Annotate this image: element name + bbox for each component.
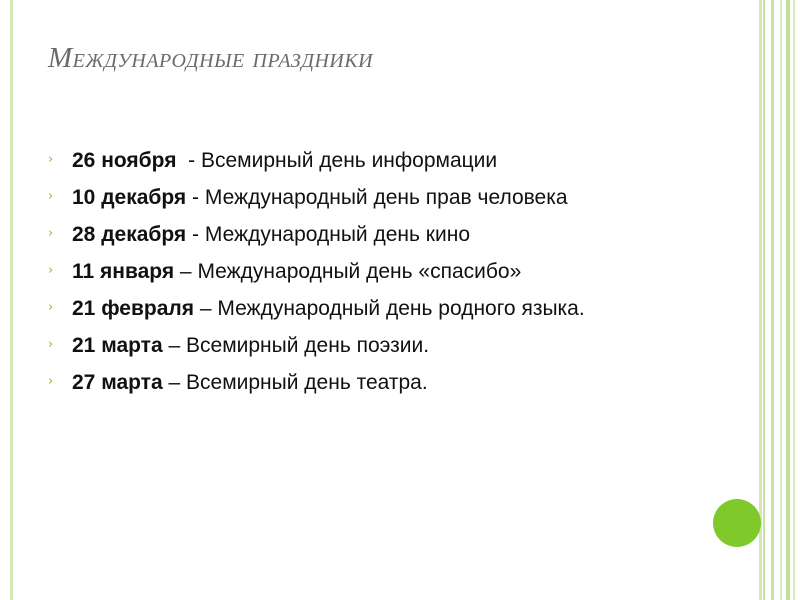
- slide-title: Международные праздники: [48, 42, 374, 74]
- separator: -: [186, 222, 205, 246]
- separator: -: [176, 148, 201, 172]
- list-item: [48, 142, 585, 179]
- separator: -: [186, 185, 205, 209]
- list-item: [48, 216, 585, 253]
- list-item: [48, 327, 585, 364]
- holiday-date: 26 ноября: [72, 148, 177, 172]
- holiday-description: Международный день родного языка.: [217, 296, 585, 320]
- list-item: [48, 290, 585, 327]
- holiday-date: 11 января: [72, 259, 175, 283]
- holiday-date: 21 марта: [72, 333, 163, 357]
- decorative-rule: [771, 0, 774, 600]
- holiday-description: Всемирный день поэзии.: [186, 333, 430, 357]
- decorative-rule: [763, 0, 765, 600]
- holiday-date: 10 декабря: [72, 185, 187, 209]
- chevron-bullet-icon: ›: [48, 152, 54, 167]
- chevron-bullet-icon: ›: [48, 337, 54, 352]
- holiday-date: 28 декабря: [72, 222, 187, 246]
- chevron-bullet-icon: ›: [48, 300, 54, 315]
- holiday-date: 21 февраля: [72, 296, 194, 320]
- list-item: [48, 179, 585, 216]
- holiday-description: Всемирный день информации: [200, 148, 498, 172]
- holiday-description: Международный день «спасибо»: [197, 259, 522, 283]
- separator: –: [174, 259, 198, 283]
- holiday-date: 27 марта: [72, 370, 163, 394]
- list-item: [48, 253, 585, 290]
- separator: –: [193, 296, 218, 320]
- chevron-bullet-icon: ›: [48, 263, 54, 278]
- chevron-bullet-icon: ›: [48, 374, 54, 389]
- chevron-bullet-icon: ›: [48, 226, 54, 241]
- chevron-bullet-icon: ›: [48, 189, 54, 204]
- list-item: [48, 364, 585, 401]
- separator: –: [162, 370, 187, 394]
- holiday-description: Международный день кино: [204, 222, 470, 246]
- holiday-description: Всемирный день театра.: [186, 370, 428, 394]
- separator: –: [162, 333, 187, 357]
- decorative-rule: [780, 0, 782, 600]
- holiday-description: Международный день прав человека: [204, 185, 568, 209]
- accent-circle: [713, 499, 761, 547]
- decorative-rule: [793, 0, 795, 600]
- holiday-list: [48, 142, 585, 401]
- decorative-rule: [786, 0, 790, 600]
